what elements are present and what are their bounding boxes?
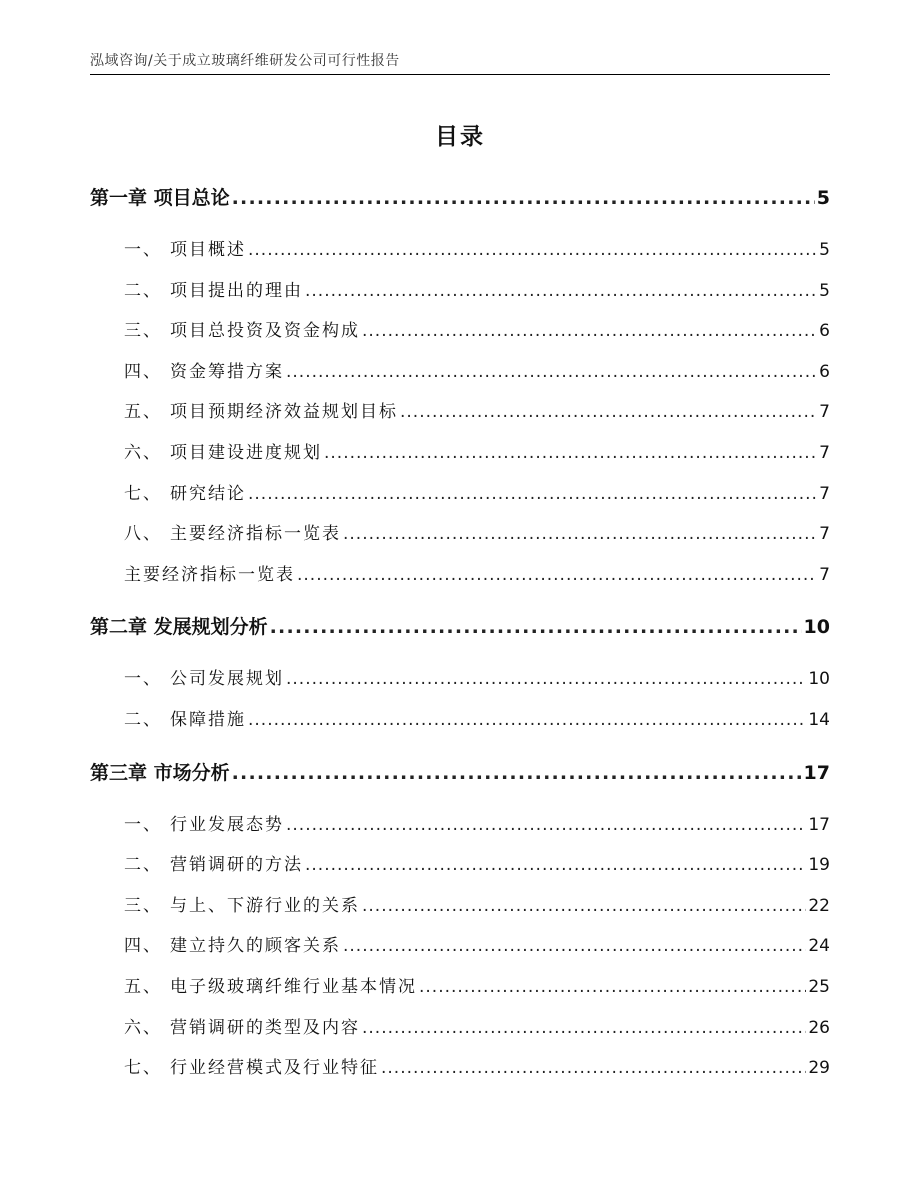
toc-entry-text: 资金筹措方案 xyxy=(170,361,284,382)
dot-leader xyxy=(381,1048,806,1089)
toc-entry-label xyxy=(124,845,303,886)
toc-entry-label xyxy=(124,474,246,515)
toc-entry-text: 项目预期经济效益规划目标 xyxy=(170,402,398,423)
dot-leader xyxy=(362,311,817,352)
toc-section-entry[interactable] xyxy=(90,967,830,1008)
table-of-contents xyxy=(90,176,830,1089)
toc-entry-text: 项目概述 xyxy=(170,240,246,260)
toc-entry-label xyxy=(124,514,341,555)
toc-entry-number: 二、 xyxy=(124,709,162,730)
toc-entry-number: 七、 xyxy=(124,1058,162,1079)
toc-page-number: 5 xyxy=(819,280,830,301)
toc-page-number: 17 xyxy=(808,814,830,835)
toc-entry-number: 三、 xyxy=(124,895,162,916)
toc-entry-label xyxy=(90,176,230,220)
dot-leader xyxy=(305,845,806,886)
toc-entry-text: 与上、下游行业的关系 xyxy=(170,895,360,916)
toc-entry-label xyxy=(124,352,284,393)
toc-entry-number: 六、 xyxy=(124,1017,162,1038)
toc-page-number: 7 xyxy=(819,402,830,423)
toc-section-entry[interactable] xyxy=(90,805,830,846)
toc-entry-text: 公司发展规划 xyxy=(170,669,284,690)
toc-page-number: 19 xyxy=(808,855,830,876)
toc-section-entry[interactable] xyxy=(90,555,830,596)
toc-section-entry[interactable] xyxy=(90,352,830,393)
toc-entry-label xyxy=(124,433,322,474)
toc-section-entry[interactable] xyxy=(90,1008,830,1049)
toc-entry-number: 八、 xyxy=(124,524,162,545)
toc-section-entry[interactable] xyxy=(90,311,830,352)
toc-gap xyxy=(90,741,830,751)
toc-entry-number: 五、 xyxy=(124,976,162,997)
toc-section-entry[interactable] xyxy=(90,433,830,474)
toc-chapter-entry[interactable] xyxy=(90,751,830,805)
toc-entry-number: 六、 xyxy=(124,442,162,463)
toc-entry-number: 五、 xyxy=(124,402,162,423)
toc-section-entry[interactable] xyxy=(90,392,830,433)
toc-gap xyxy=(90,595,830,605)
toc-entry-text: 主要经济指标一览表 xyxy=(170,524,341,545)
toc-page-number: 6 xyxy=(819,321,830,342)
dot-leader xyxy=(419,967,806,1008)
toc-entry-text: 项目总投资及资金构成 xyxy=(170,321,360,342)
dot-leader xyxy=(232,751,802,795)
toc-entry-label xyxy=(124,230,246,271)
toc-entry-label xyxy=(124,555,295,596)
toc-page-number: 24 xyxy=(808,936,830,957)
toc-entry-text: 主要经济指标一览表 xyxy=(124,564,295,585)
toc-entry-text: 保障措施 xyxy=(170,709,246,730)
toc-entry-number: 四、 xyxy=(124,936,162,957)
toc-entry-label xyxy=(124,805,284,846)
toc-page-number: 22 xyxy=(808,895,830,916)
toc-page-number: 26 xyxy=(808,1017,830,1038)
toc-entry-number: 四、 xyxy=(124,361,162,382)
running-header: 泓域咨询/关于成立玻璃纤维研发公司可行性报告 xyxy=(90,53,400,69)
toc-entry-number: 二、 xyxy=(124,280,162,301)
toc-entry-label xyxy=(90,751,230,795)
toc-entry-text: 行业发展态势 xyxy=(170,814,284,835)
toc-entry-text: 第三章 市场分析 xyxy=(90,761,230,784)
toc-entry-label xyxy=(124,1008,360,1049)
toc-entry-number: 一、 xyxy=(124,240,162,260)
toc-page-number: 6 xyxy=(819,361,830,382)
dot-leader xyxy=(343,926,806,967)
toc-page-number: 25 xyxy=(808,976,830,997)
toc-page-number: 7 xyxy=(819,483,830,504)
toc-page-number: 17 xyxy=(803,761,830,784)
toc-entry-label xyxy=(124,1048,379,1089)
toc-entry-text: 项目提出的理由 xyxy=(170,280,303,301)
toc-section-entry[interactable] xyxy=(90,845,830,886)
toc-section-entry[interactable] xyxy=(90,514,830,555)
dot-leader xyxy=(343,514,817,555)
toc-page-number: 7 xyxy=(819,442,830,463)
toc-entry-text: 研究结论 xyxy=(170,483,246,504)
toc-entry-text: 第二章 发展规划分析 xyxy=(90,616,268,639)
dot-leader xyxy=(270,605,802,649)
dot-leader xyxy=(248,700,806,741)
toc-page-number: 14 xyxy=(808,709,830,730)
toc-entry-text: 营销调研的方法 xyxy=(170,855,303,876)
toc-entry-number: 一、 xyxy=(124,669,162,690)
toc-section-entry[interactable] xyxy=(90,271,830,312)
toc-entry-number: 七、 xyxy=(124,483,162,504)
toc-entry-label xyxy=(90,605,268,649)
toc-entry-text: 行业经营模式及行业特征 xyxy=(170,1058,379,1079)
toc-page-number: 10 xyxy=(808,669,830,690)
toc-entry-number: 一、 xyxy=(124,814,162,835)
dot-leader xyxy=(248,474,817,515)
toc-section-entry[interactable] xyxy=(90,659,830,700)
dot-leader xyxy=(232,176,815,220)
toc-entry-label xyxy=(124,926,341,967)
toc-entry-label xyxy=(124,967,417,1008)
toc-page-number: 7 xyxy=(819,524,830,545)
toc-entry-label xyxy=(124,271,303,312)
toc-section-entry[interactable] xyxy=(90,886,830,927)
toc-page-number: 5 xyxy=(819,240,830,260)
toc-entry-text: 第一章 项目总论 xyxy=(90,187,230,209)
toc-entry-text: 营销调研的类型及内容 xyxy=(170,1017,360,1038)
toc-section-entry[interactable] xyxy=(90,1048,830,1089)
dot-leader xyxy=(248,230,817,271)
toc-page-number: 29 xyxy=(808,1058,830,1079)
toc-chapter-entry[interactable] xyxy=(90,176,830,230)
dot-leader xyxy=(400,392,817,433)
toc-entry-number: 二、 xyxy=(124,855,162,876)
toc-section-entry[interactable] xyxy=(90,926,830,967)
toc-entry-text: 电子级玻璃纤维行业基本情况 xyxy=(170,976,417,997)
dot-leader xyxy=(286,805,806,846)
toc-entry-number: 三、 xyxy=(124,321,162,342)
dot-leader xyxy=(362,886,806,927)
toc-section-entry[interactable] xyxy=(90,700,830,741)
page-title: 目录 xyxy=(435,124,485,150)
toc-entry-text: 项目建设进度规划 xyxy=(170,442,322,463)
toc-entry-label xyxy=(124,659,284,700)
toc-page-number: 10 xyxy=(803,616,830,639)
toc-section-entry[interactable] xyxy=(90,230,830,271)
toc-page-number: 5 xyxy=(816,187,830,209)
header-rule xyxy=(90,74,830,75)
toc-section-entry[interactable] xyxy=(90,474,830,515)
dot-leader xyxy=(362,1008,806,1049)
toc-entry-label xyxy=(124,886,360,927)
dot-leader xyxy=(286,352,817,393)
toc-chapter-entry[interactable] xyxy=(90,605,830,659)
dot-leader xyxy=(305,271,817,312)
toc-page-number: 7 xyxy=(819,564,830,585)
toc-entry-text: 建立持久的顾客关系 xyxy=(170,936,341,957)
dot-leader xyxy=(286,659,806,700)
dot-leader xyxy=(324,433,817,474)
dot-leader xyxy=(297,555,817,596)
toc-entry-label xyxy=(124,311,360,352)
toc-entry-label xyxy=(124,392,398,433)
toc-entry-label xyxy=(124,700,246,741)
